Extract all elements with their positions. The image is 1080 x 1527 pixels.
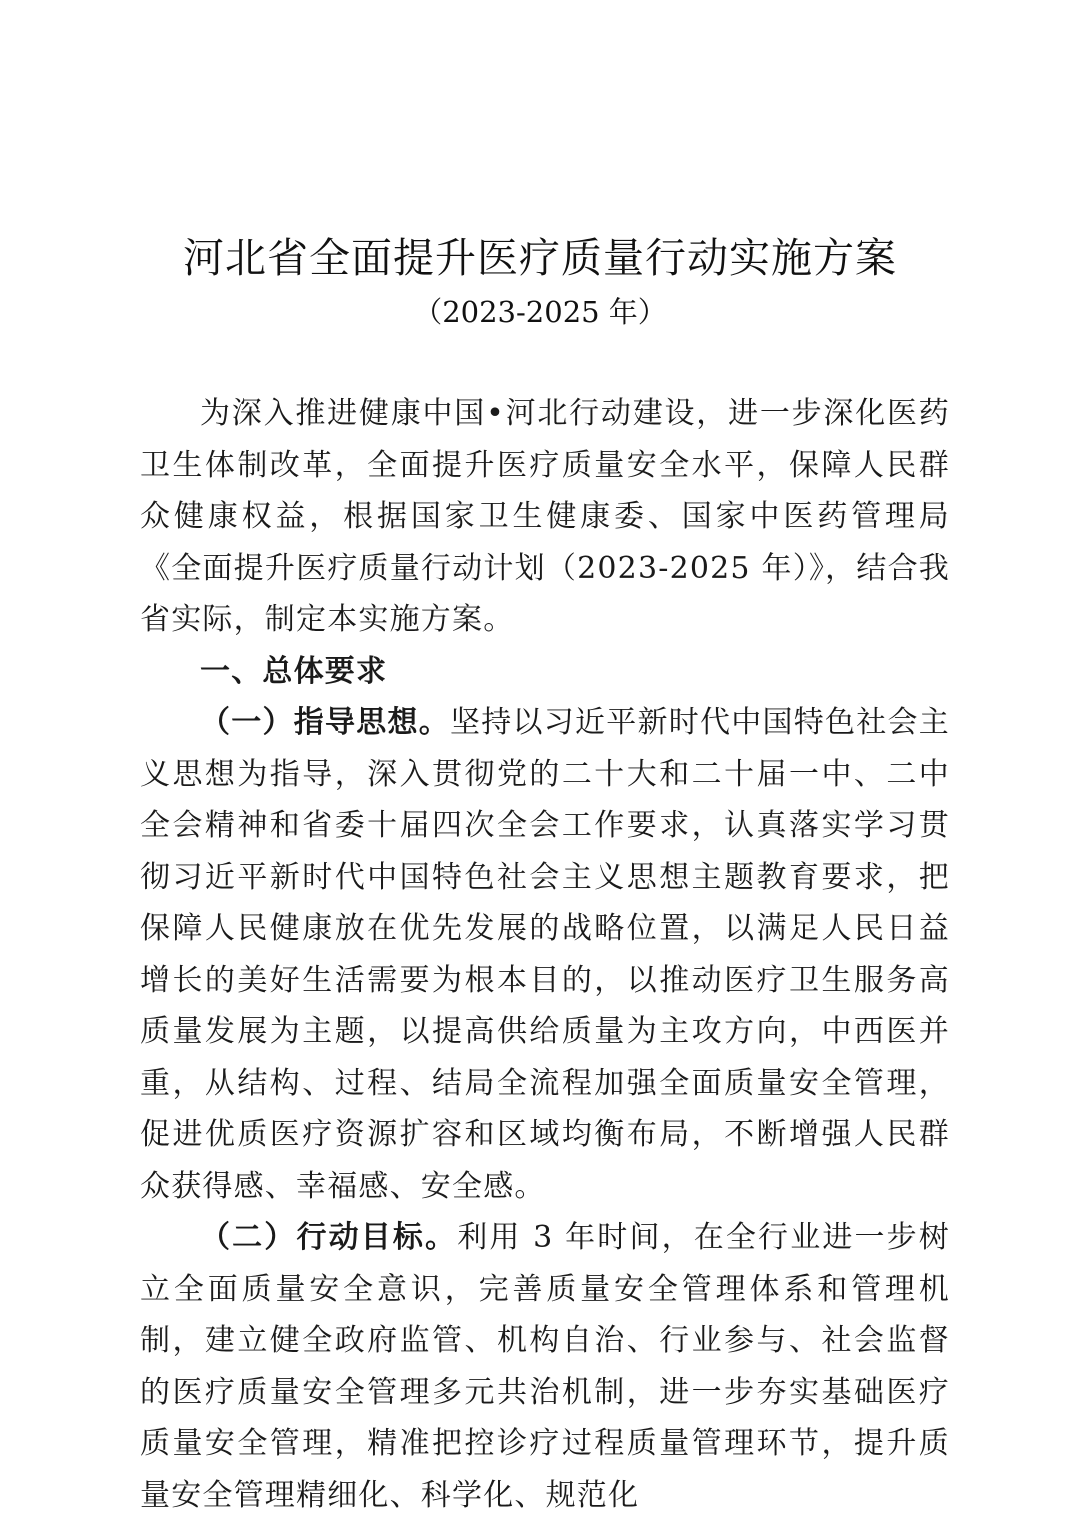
guiding-ideology-paragraph xyxy=(140,697,950,1212)
guiding-ideology-lead: （一）指导思想。 xyxy=(200,705,451,740)
guiding-ideology-text: 坚持以习近平新时代中国特色社会主义思想为指导，深入贯彻党的二十大和二十届一中、二中全会精神和省委十届四次全会工作要求，认真落实学习贯彻习近平新时代中国特色社会主义思想主题教育要求，把保障人民健康放在优先发展的战略位置，以满足人民日益增长的美好生活需要为根本目的，以推动医疗卫生服务高质量发展为主题，以提高供给质量为主攻方向，中西医并重，从结构、过程、结局全流程加强全面质量安全管理，促进优质医疗资源扩容和区域均衡布局，不断增强人民群众获得感、幸福感、安全感。 xyxy=(140,705,950,1204)
action-goals-paragraph xyxy=(140,1212,950,1521)
section-heading-overall-requirements: 一、总体要求 xyxy=(200,653,388,689)
document-title: 河北省全面提升医疗质量行动实施方案 xyxy=(183,234,897,282)
action-goals-text: 利用 3 年时间，在全行业进一步树立全面质量安全意识，完善质量安全管理体系和管理机制，建立健全政府监管、机构自治、行业参与、社会监督的医疗质量安全管理多元共治机制，进一步夯实基础医疗质量安全管理，精准把控诊疗过程质量管理环节，提升质量安全管理精细化、科学化、规范化 xyxy=(140,1220,950,1513)
action-goals-lead: （二）行动目标。 xyxy=(200,1220,458,1255)
document-body xyxy=(140,388,950,1521)
document-subtitle: （2023-2025 年） xyxy=(413,295,667,329)
intro-paragraph: 为深入推进健康中国•河北行动建设，进一步深化医药卫生体制改革，全面提升医疗质量安全水平，保障人民群众健康权益，根据国家卫生健康委、国家中医药管理局《全面提升医疗质量行动计划（2023-2025 年）》，结合我省实际，制定本实施方案。 xyxy=(140,396,950,637)
